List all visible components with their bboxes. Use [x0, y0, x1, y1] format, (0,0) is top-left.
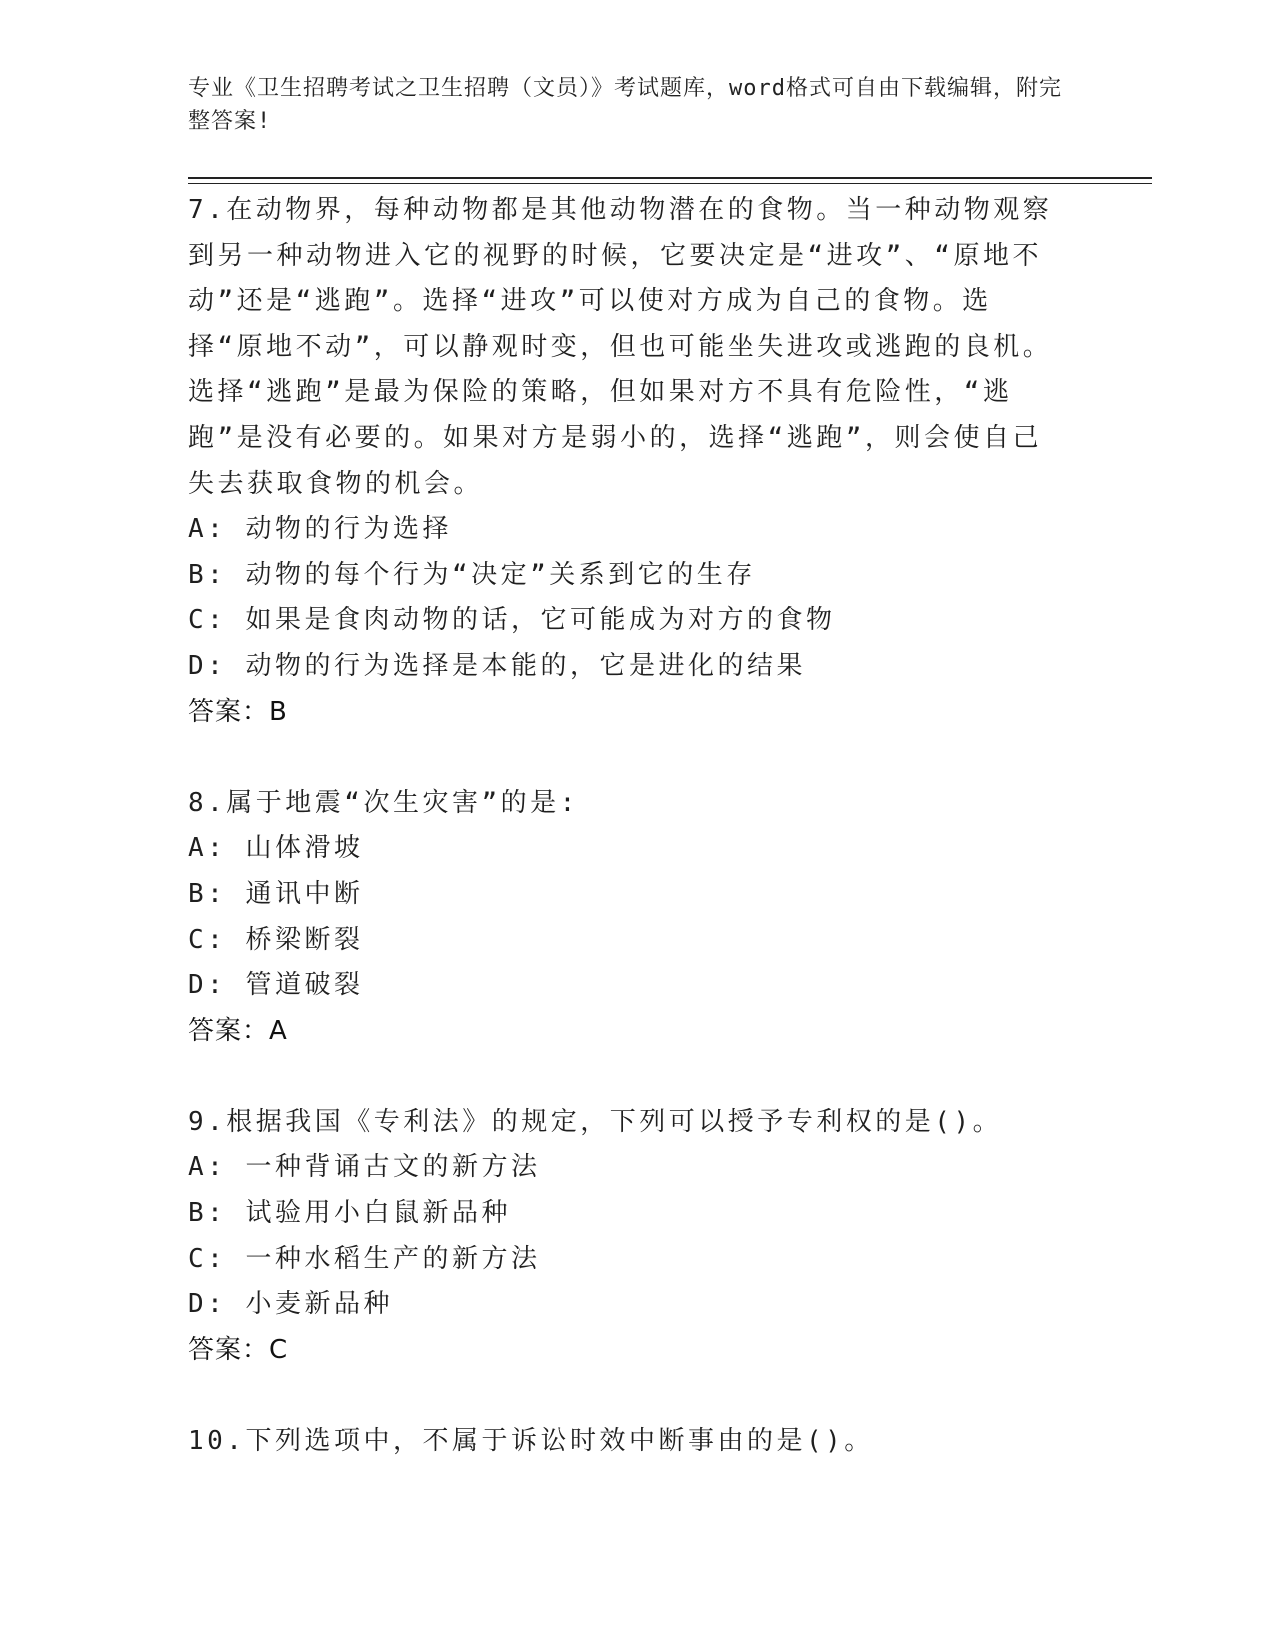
option-b: B: 动物的每个行为“决定”关系到它的生存	[188, 559, 756, 590]
question-stem: 9.根据我国《专利法》的规定，下列可以授予专利权的是()。	[188, 1106, 1003, 1137]
option-d: D: 动物的行为选择是本能的，它是进化的结果	[188, 650, 806, 681]
question-stem: 8.属于地震“次生灾害”的是:	[188, 787, 579, 818]
question-9	[188, 1100, 1068, 1374]
option-d: D: 管道破裂	[188, 970, 364, 1001]
question-10	[188, 1419, 1068, 1465]
answer-line: 答案：A	[188, 1015, 288, 1046]
option-c: C: 桥梁断裂	[188, 924, 364, 955]
option-a: A: 山体滑坡	[188, 833, 364, 864]
answer-line: 答案：C	[188, 1334, 289, 1365]
option-b: B: 通讯中断	[188, 878, 364, 909]
question-stem: 10.下列选项中，不属于诉讼时效中断事由的是()。	[188, 1426, 874, 1457]
question-list	[188, 188, 1068, 1510]
question-stem: 7.在动物界，每种动物都是其他动物潜在的食物。当一种动物观察到另一种动物进入它的视野的时候，它要决定是“进攻”、“原地不动”还是“逃跑”。选择“进攻”可以使对方成为自己的食物。选择“原地不动”，可以静观时变，但也可能坐失进攻或逃跑的良机。选择“逃跑”是最为保险的策略，但如果对方不具有危险性，“逃跑”是没有必要的。如果对方是弱小的，选择“逃跑”，则会使自己失去获取食物的机会。	[188, 195, 1053, 499]
document-header: 专业《卫生招聘考试之卫生招聘（文员）》考试题库，word格式可自由下载编辑，附完整答案!	[188, 76, 1062, 134]
option-b: B: 试验用小白鼠新品种	[188, 1198, 511, 1229]
option-a: A: 动物的行为选择	[188, 514, 452, 545]
option-a: A: 一种背诵古文的新方法	[188, 1152, 541, 1183]
option-c: C: 一种水稻生产的新方法	[188, 1243, 541, 1274]
header-divider-thick	[188, 177, 1152, 179]
option-d: D: 小麦新品种	[188, 1289, 393, 1320]
answer-line: 答案：B	[188, 696, 288, 727]
question-7	[188, 188, 1068, 735]
question-8	[188, 781, 1068, 1055]
header-divider-thin	[188, 183, 1152, 184]
option-c: C: 如果是食肉动物的话，它可能成为对方的食物	[188, 605, 836, 636]
